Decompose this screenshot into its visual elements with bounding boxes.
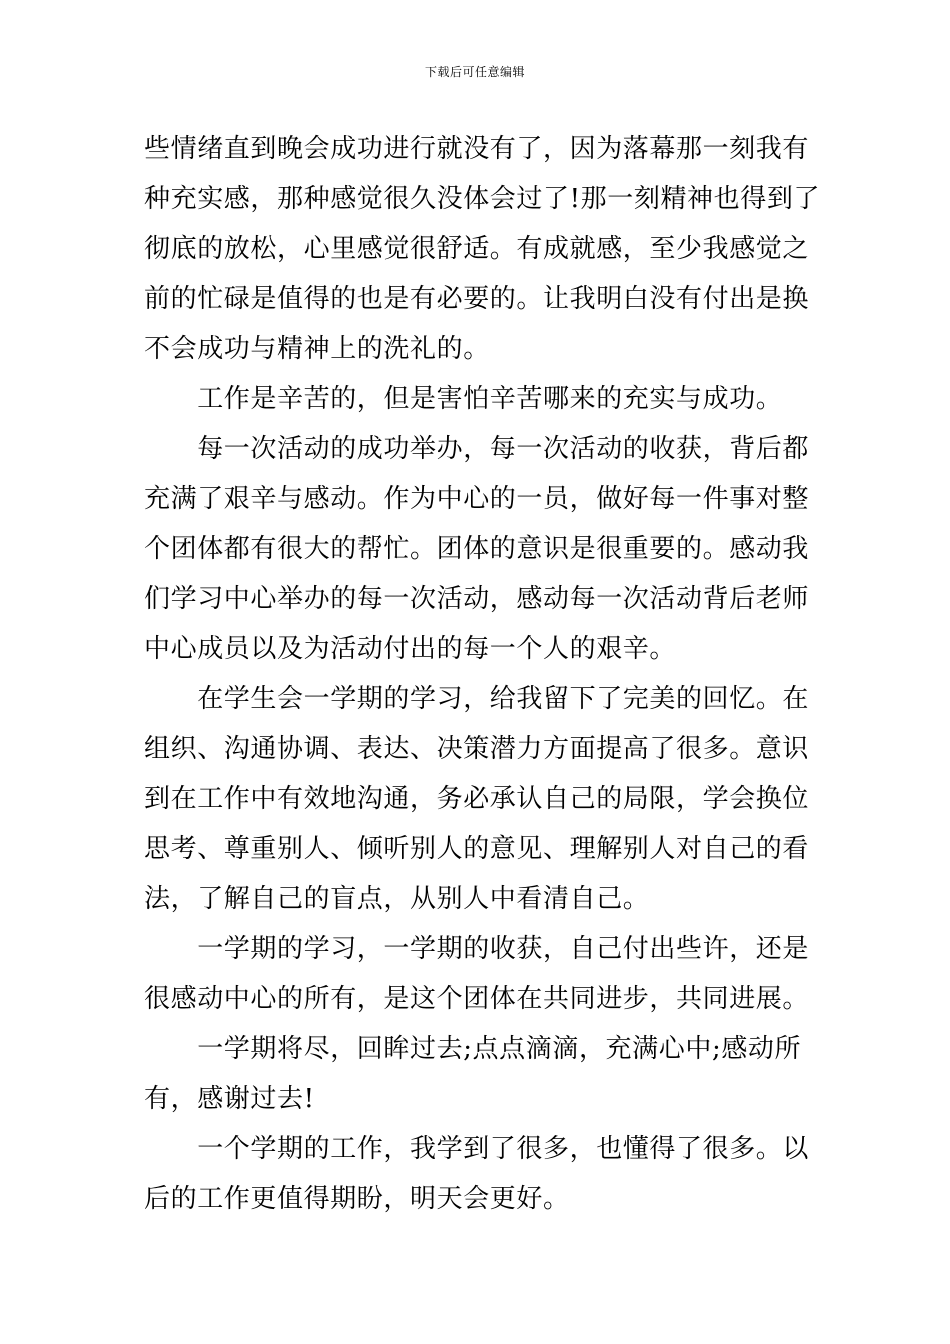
text-line: 充满了艰辛与感动。作为中心的一员，做好每一件事对整 <box>144 484 810 514</box>
text-line: 中心成员以及为活动付出的每一个人的艰辛。 <box>144 634 677 664</box>
text-line: 个团体都有很大的帮忙。团体的意识是很重要的。感动我 <box>144 534 810 564</box>
text-line: 一学期将尽，回眸过去;点点滴滴，充满心中;感动所 <box>144 1034 802 1064</box>
text-line: 组织、沟通协调、表达、决策潜力方面提高了很多。意识 <box>144 734 810 764</box>
text-line: 些情绪直到晚会成功进行就没有了，因为落幕那一刻我有 <box>144 134 810 164</box>
text-line: 每一次活动的成功举办，每一次活动的收获，背后都 <box>144 434 810 464</box>
text-line: 彻底的放松，心里感觉很舒适。有成就感，至少我感觉之 <box>144 234 810 264</box>
text-line: 一学期的学习，一学期的收获，自己付出些许，还是 <box>144 934 810 964</box>
page-header: 下载后可任意编辑 <box>424 65 525 79</box>
text-line: 们学习中心举办的每一次活动，感动每一次活动背后老师 <box>144 584 810 614</box>
text-line: 工作是辛苦的，但是害怕辛苦哪来的充实与成功。 <box>144 384 783 414</box>
text-line: 后的工作更值得期盼，明天会更好。 <box>144 1184 570 1214</box>
text-line: 一个学期的工作，我学到了很多，也懂得了很多。以 <box>144 1134 810 1164</box>
text-line: 思考、尊重别人、倾听别人的意见、理解别人对自己的看 <box>144 834 810 864</box>
document-body <box>144 124 821 1224</box>
text-line: 有，感谢过去! <box>144 1084 315 1114</box>
text-line: 前的忙碌是值得的也是有必要的。让我明白没有付出是换 <box>144 284 810 314</box>
text-line: 法，了解自己的盲点，从别人中看清自己。 <box>144 884 650 914</box>
text-line: 很感动中心的所有，是这个团体在共同进步，共同进展。 <box>144 984 810 1014</box>
text-line: 不会成功与精神上的洗礼的。 <box>144 334 490 364</box>
text-line: 到在工作中有效地沟通，务必承认自己的局限，学会换位 <box>144 784 810 814</box>
text-line: 种充实感，那种感觉很久没体会过了!那一刻精神也得到了 <box>144 184 821 214</box>
text-line: 在学生会一学期的学习，给我留下了完美的回忆。在 <box>144 684 810 714</box>
